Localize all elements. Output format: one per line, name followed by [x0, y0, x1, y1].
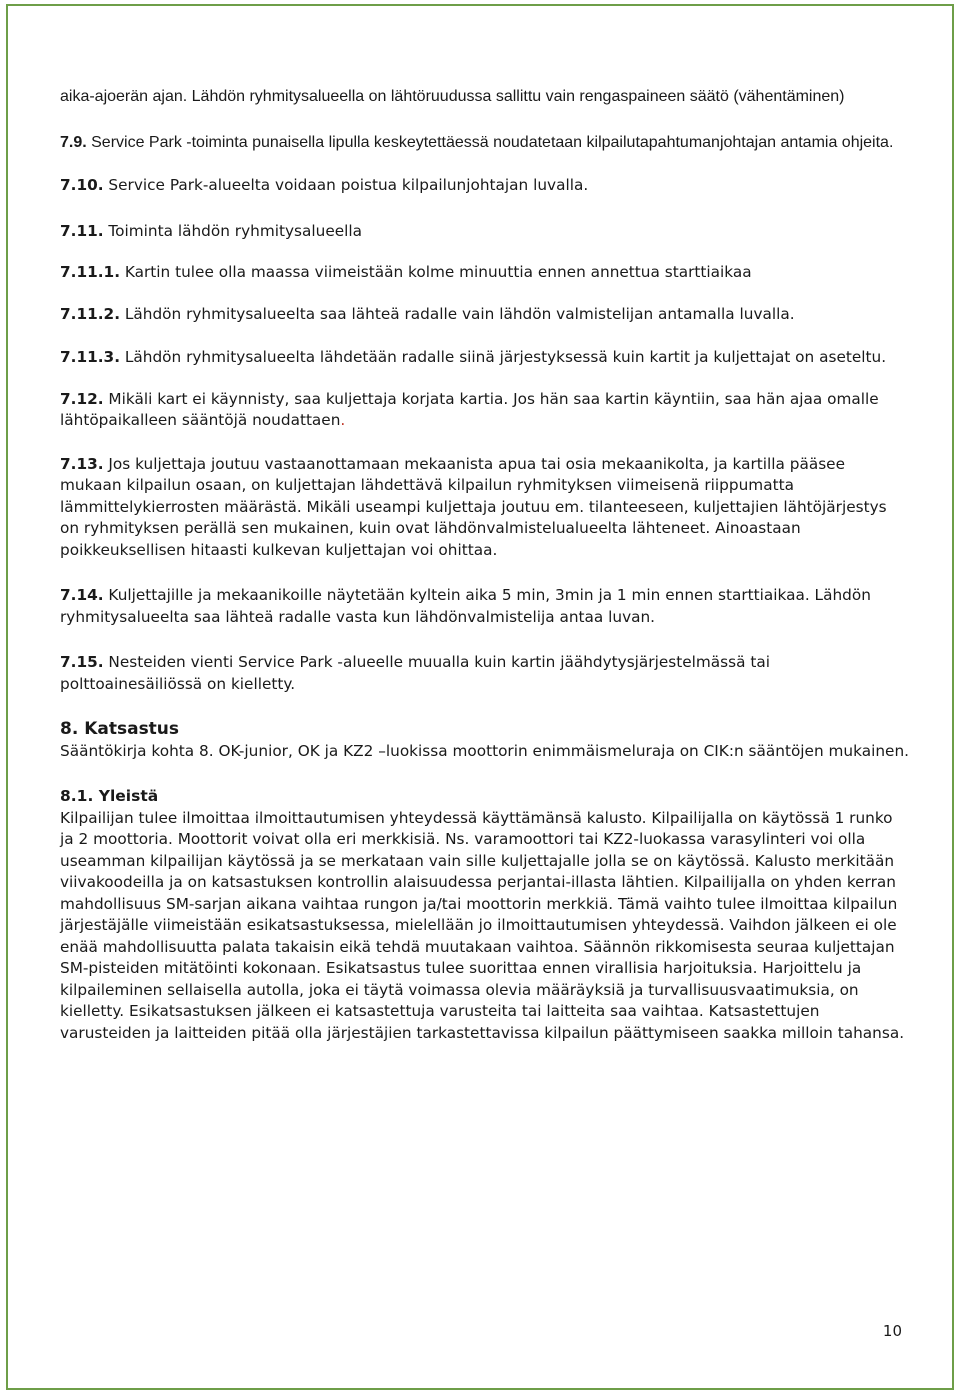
- section-number: 7.10.: [60, 176, 104, 194]
- section-number: 7.11.: [60, 221, 104, 240]
- section-text: Kartin tulee olla maassa viimeistään kolme minuuttia ennen annettua starttiaikaa: [120, 263, 752, 281]
- section-7-11-3: [60, 347, 910, 369]
- heading-8: 8. Katsastus: [60, 719, 180, 739]
- document-body: [60, 86, 910, 1044]
- section-number: 7.15.: [60, 653, 104, 671]
- section-text: Service Park-alueelta voidaan poistua kilpailunjohtajan luvalla.: [103, 176, 589, 194]
- section-number: 7.12.: [60, 389, 104, 408]
- section-7-13: [60, 454, 910, 562]
- section-number: 7.11.1.: [60, 263, 121, 281]
- section-7-11: [60, 221, 910, 243]
- section-8-1-text: Kilpailijan tulee ilmoittaa ilmoittautumisen yhteydessä käyttämänsä kalusto. Kilpailijalla on käytössä 1 runko ja 2 moottoria. Moottorit voivat olla eri merkkisiä. Ns. varamoottori tai KZ2-luokassa varasylinteri voi olla useamman kilpailijan käytössä ja se merkataan vain sille kuljettajalle jolla se on käytössä. Kalusto merkitään viivakoodeilla ja on katsastuksen kontrollin alaisuudessa perjantai-illasta lähtien. Kilpailijalla on yhden kerran mahdollisuus SM-sarjan aikana vaihtaa rungon ja/tai moottorin merkkiä. Tämä vaihto tulee ilmoittaa kilpailun järjestäjälle viimeistään esikatsastuksessa, mielellään jo ilmoittautumisen yhteydessä. Vaihdon jälkeen ei ole enää mahdollisuutta palata takaisin eikä tehdä muutakaan vaihtoa. Säännön rikkomisesta seuraa kuljettajan SM-pisteiden mitätöinti kokonaan. Esikatsastus tulee suorittaa ennen virallisia harjoituksia. Harjoittelu ja kilpaileminen sellaisella autolla, joka ei täytä voimassa olevia määräyksiä ja turvallisuusvaatimuksia, on kielletty. Esikatsastuksen jälkeen ei katsastettuja varusteita tai laitteita saa vaihtaa. Katsastettujen varusteiden ja laitteiden pitää olla järjestäjien tarkastettavissa kilpailun päättymiseen saakka milloin tahansa.: [60, 808, 905, 1042]
- section-text: Service Park -toiminta punaisella lipulla keskeytettäessä noudatetaan kilpailutapahtumanjohtajan antamia ohjeita.: [86, 133, 894, 151]
- section-text: Kuljettajille ja mekaanikoille näytetään kyltein aika 5 min, 3min ja 1 min ennen starttiaikaa. Lähdön ryhmitysalueelta saa lähteä radalle vasta kun lähdönvalmistelija antaa luvan.: [60, 586, 871, 626]
- red-period: .: [340, 411, 346, 429]
- section-7-12: [60, 389, 910, 432]
- section-text: Lähdön ryhmitysalueelta lähdetään radalle siinä järjestyksessä kuin kartit ja kuljettajat on aseteltu.: [120, 348, 887, 366]
- section-7-11-1: [60, 262, 910, 284]
- section-number: 7.13.: [60, 454, 104, 473]
- section-8-text: Sääntökirja kohta 8. OK-junior, OK ja KZ2 –luokissa moottorin enimmäismeluraja on CIK:n sääntöjen mukainen.: [60, 741, 909, 760]
- heading-8-1: 8.1. Yleistä: [60, 787, 159, 805]
- section-7-15: [60, 652, 910, 695]
- section-text: Nesteiden vienti Service Park -alueelle muualla kuin kartin jäähdytysjärjestelmässä tai polttoainesäiliössä on kielletty.: [60, 653, 770, 693]
- section-7-11-2: [60, 304, 910, 326]
- section-number: 7.14.: [60, 586, 104, 604]
- section-text: Lähdön ryhmitysalueelta saa lähteä radalle vain lähdön valmistelijan antamalla luvalla.: [120, 304, 795, 323]
- section-number: 7.9.: [60, 133, 87, 151]
- section-text: Mikäli kart ei käynnisty, saa kuljettaja korjata kartia. Jos hän saa kartin käyntiin, saa hän ajaa omalle lähtöpaikalleen sääntöjä noudattaen: [60, 389, 879, 429]
- page-number: 10: [882, 1322, 902, 1340]
- section-7-10: [60, 175, 910, 197]
- section-number: 7.11.3.: [60, 348, 121, 366]
- section-7-9: [60, 132, 910, 154]
- section-number: 7.11.2.: [60, 304, 121, 323]
- paragraph-intro: aika-ajoerän ajan. Lähdön ryhmitysalueella on lähtöruudussa sallittu vain rengaspaineen säätö (vähentäminen): [60, 88, 845, 105]
- section-text: Jos kuljettaja joutuu vastaanottamaan mekaanista apua tai osia mekaanikolta, ja kartilla pääsee mukaan kilpailun osaan, on kuljettajan lähdettävä kilpailun ryhmityksen viimeisenä riippumatta lämmittelykierrosten määrästä. Mikäli useampi kuljettaja joutuu em. tilanteeseen, kuljettajien lähtöjärjestys on ryhmityksen perällä sen mukainen, kuin ovat lähdönvalmistelualueelta lähteneet. Ainoastaan poikkeuksellisen hitaasti kulkevan kuljettajan voi ohittaa.: [60, 454, 887, 559]
- section-7-14: [60, 585, 910, 628]
- section-text: Toiminta lähdön ryhmitysalueella: [103, 221, 363, 240]
